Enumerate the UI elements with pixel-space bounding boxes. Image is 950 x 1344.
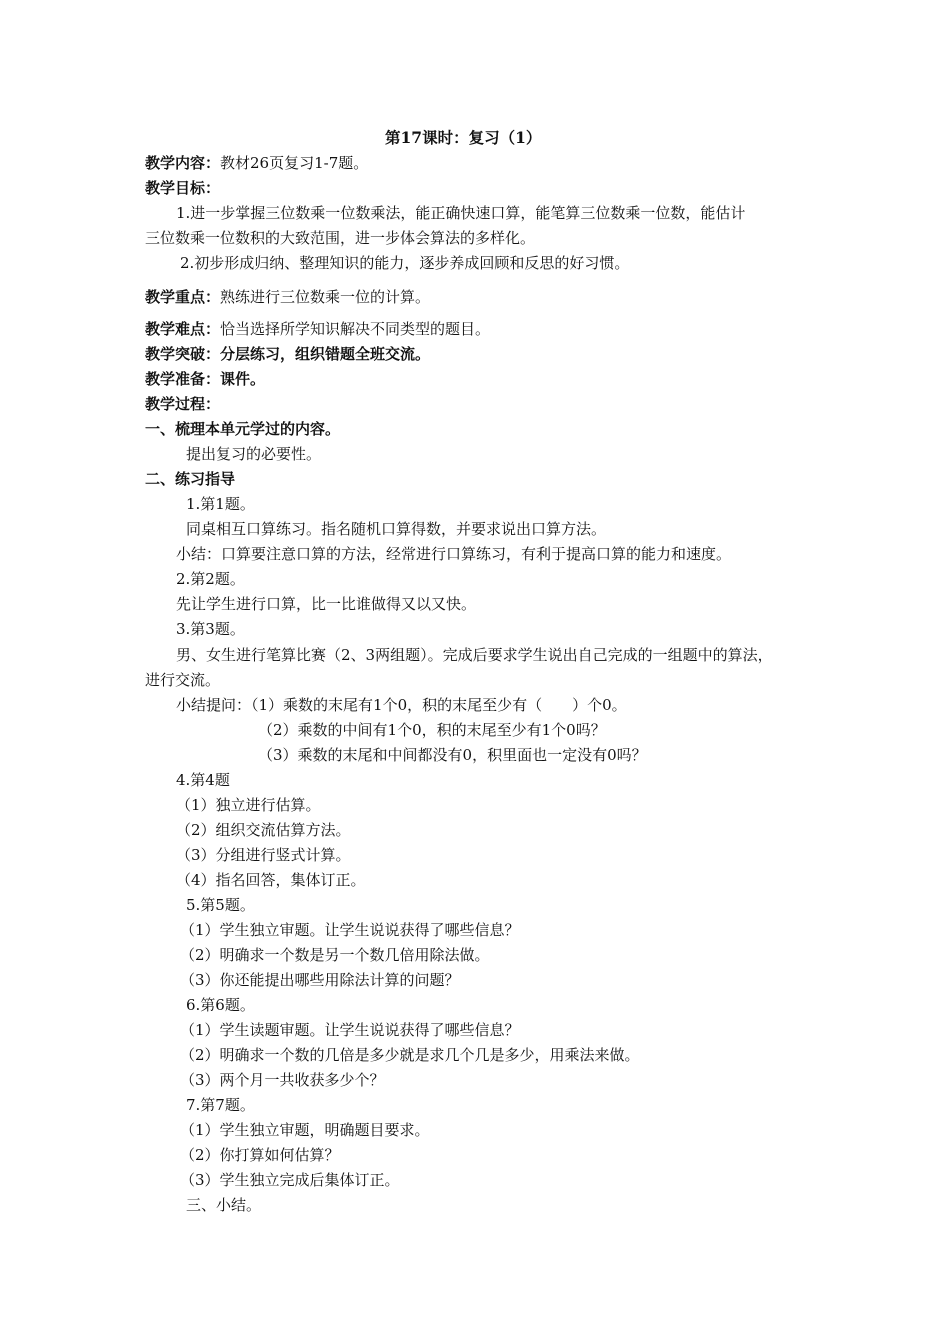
question-5-step-2: （2）明确求一个数是另一个数几倍用除法做。	[180, 946, 490, 964]
goal-2: 2.初步形成归纳、整理知识的能力，逐步养成回顾和反思的好习惯。	[180, 254, 630, 272]
question-7-step-2: （2）你打算如何估算？	[180, 1146, 340, 1164]
question-3-summary-3: （3）乘数的末尾和中间都没有0，积里面也一定没有0吗？	[258, 746, 647, 764]
lesson-title: 第17课时：复习（1）	[385, 128, 542, 147]
question-3-activity-line-1: 男、女生进行笔算比赛（2、3两组题）。完成后要求学生说出自己完成的一组题中的算法，	[176, 646, 773, 664]
question-1-activity: 同桌相互口算练习。指名随机口算得数，并要求说出口算方法。	[186, 520, 607, 538]
question-3-summary-1: 小结提问：（1）乘数的末尾有1个0，积的末尾至少有（ ）个0。	[176, 696, 627, 714]
difficulty-text: 恰当选择所学知识解决不同类型的题目。	[220, 320, 491, 338]
question-5-step-3: （3）你还能提出哪些用除法计算的问题？	[180, 971, 460, 989]
question-7: 7.第7题。	[186, 1096, 255, 1114]
question-2-activity: 先让学生进行口算，比一比谁做得又以又快。	[176, 595, 477, 613]
process-label: 教学过程：	[145, 395, 221, 413]
question-4-step-4: （4）指名回答，集体订正。	[176, 871, 366, 889]
focus-label: 教学重点：	[145, 288, 221, 306]
question-4-step-2: （2）组织交流估算方法。	[176, 821, 351, 839]
goals-label: 教学目标：	[145, 179, 221, 197]
question-5-step-1: （1）学生独立审题。让学生说说获得了哪些信息？	[180, 921, 520, 939]
content-row	[145, 153, 368, 173]
section-3-heading: 三、小结。	[186, 1196, 262, 1214]
question-6: 6.第6题。	[186, 996, 255, 1014]
section-1-body: 提出复习的必要性。	[186, 445, 322, 463]
question-5: 5.第5题。	[186, 896, 255, 914]
question-4-step-3: （3）分组进行竖式计算。	[176, 846, 351, 864]
question-6-step-1: （1）学生读题审题。让学生说说获得了哪些信息？	[180, 1021, 520, 1039]
question-3-summary-2: （2）乘数的中间有1个0，积的末尾至少有1个0吗？	[258, 721, 606, 739]
section-2-heading: 二、练习指导	[145, 470, 236, 488]
question-3-activity-line-2: 进行交流。	[145, 671, 221, 689]
question-3: 3.第3题。	[176, 620, 245, 638]
prep: 教学准备：课件。	[145, 370, 266, 388]
breakthrough: 教学突破：分层练习，组织错题全班交流。	[145, 345, 431, 363]
goal-1-line-2: 三位数乘一位数积的大致范围，进一步体会算法的多样化。	[145, 229, 536, 247]
question-7-step-1: （1）学生独立审题，明确题目要求。	[180, 1121, 430, 1139]
question-6-step-3: （3）两个月一共收获多少个？	[180, 1071, 385, 1089]
goal-1-line-1: 1.进一步掌握三位数乘一位数乘法，能正确快速口算，能笔算三位数乘一位数，能估计	[176, 204, 746, 222]
difficulty-row	[145, 319, 490, 339]
question-7-step-3: （3）学生独立完成后集体订正。	[180, 1171, 400, 1189]
section-1-heading: 一、梳理本单元学过的内容。	[145, 420, 341, 438]
content-text: 教材26页复习1-7题。	[220, 154, 369, 172]
question-1: 1.第1题。	[186, 495, 255, 513]
focus-row	[145, 287, 430, 307]
question-6-step-2: （2）明确求一个数的几倍是多少就是求几个几是多少，用乘法来做。	[180, 1046, 640, 1064]
question-1-summary: 小结：口算要注意口算的方法，经常进行口算练习，有利于提高口算的能力和速度。	[176, 545, 732, 563]
content-label: 教学内容：	[145, 154, 221, 172]
question-2: 2.第2题。	[176, 570, 245, 588]
question-4: 4.第4题	[176, 771, 230, 789]
difficulty-label: 教学难点：	[145, 320, 221, 338]
question-4-step-1: （1）独立进行估算。	[176, 796, 321, 814]
focus-text: 熟练进行三位数乘一位的计算。	[220, 288, 431, 306]
